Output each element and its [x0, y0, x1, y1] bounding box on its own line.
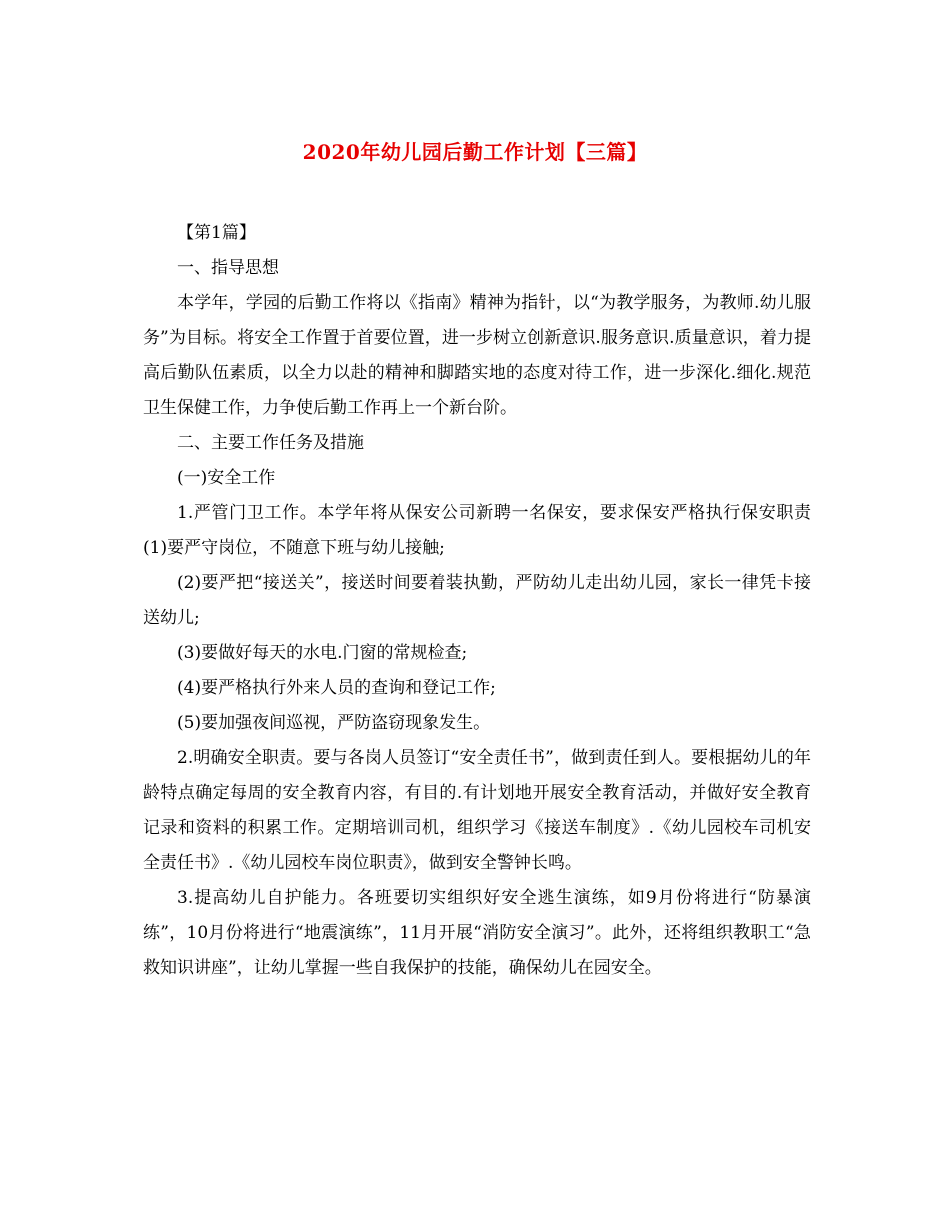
- section-heading-main-tasks: 二、主要工作任务及措施: [177, 433, 364, 453]
- list-item-utilities-check: (3)要做好每天的水电.门窗的常规检查;: [177, 643, 468, 663]
- paragraph-safety-duties: 2.明确安全职责。要与各岗人员签订“安全责任书”，做到责任到人。要根据幼儿的年龄特点确定每周的安全教育内容，有目的.有计划地开展安全教育活动，并做好安全教育记录和资料的积累工作。定期培训司机，组织学习《接送车制度》.《幼儿园校车司机安全责任书》.《幼儿园校车岗位职责》，做到安全警钟长鸣。: [143, 748, 811, 873]
- list-item-visitor-registration: (4)要严格执行外来人员的查询和登记工作;: [177, 678, 496, 698]
- section-heading-part-1: 【第1篇】: [177, 223, 256, 243]
- paragraph-guiding-ideology: 本学年，学园的后勤工作将以《指南》精神为指针，以“为教学服务，为教师.幼儿服务”为目标。将安全工作置于首要位置，进一步树立创新意识.服务意识.质量意识，着力提高后勤队伍素质，以全力以赴的精神和脚踏实地的态度对待工作，进一步深化.细化.规范卫生保健工作，力争使后勤工作再上一个新台阶。: [143, 293, 811, 418]
- paragraph-gate-management: 1.严管门卫工作。本学年将从保安公司新聘一名保安，要求保安严格执行保安职责(1)要严守岗位，不随意下班与幼儿接触;: [143, 503, 811, 558]
- list-item-pickup: (2)要严把“接送关”，接送时间要着装执勤，严防幼儿走出幼儿园，家长一律凭卡接送幼儿;: [143, 573, 811, 628]
- paragraph-self-protection: 3.提高幼儿自护能力。各班要切实组织好安全逃生演练，如9月份将进行“防暴演练”，10月份将进行“地震演练”，11月开展“消防安全演习”。此外，还将组织教职工“急救知识讲座”，让幼儿掌握一些自我保护的技能，确保幼儿在园安全。: [143, 888, 811, 978]
- list-item-night-patrol: (5)要加强夜间巡视，严防盗窃现象发生。: [177, 713, 491, 733]
- subsection-heading-safety: (一)安全工作: [177, 468, 276, 488]
- document-title: 2020年幼儿园后勤工作计划【三篇】: [302, 140, 648, 164]
- document-body: [143, 216, 811, 986]
- section-heading-guiding-ideology: 一、指导思想: [177, 258, 279, 278]
